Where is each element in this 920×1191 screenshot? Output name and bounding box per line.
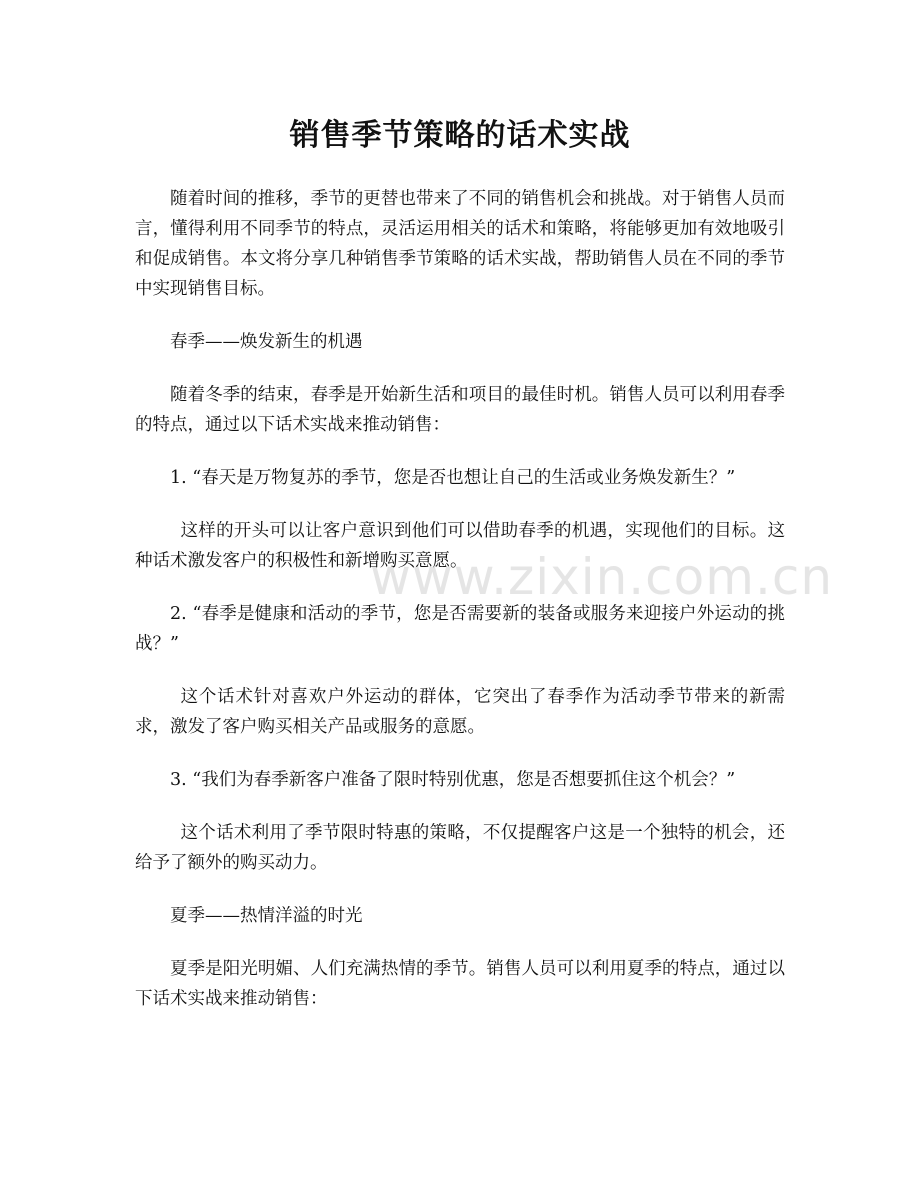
spring-intro-paragraph: 随着冬季的结束，春季是开始新生活和项目的最佳时机。销售人员可以利用春季的特点，通过以下话术实战来推动销售： — [135, 385, 785, 435]
spring-script-2-explanation: 这个话术针对喜欢户外运动的群体，它突出了春季作为活动季节带来的新需求，激发了客户购买相关产品或服务的意愿。 — [135, 687, 785, 737]
spring-script-3-explanation: 这个话术利用了季节限时特惠的策略，不仅提醒客户这是一个独特的机会，还给予了额外的购买动力。 — [135, 823, 785, 873]
document-body — [135, 184, 785, 1037]
spring-script-1: 1. “春天是万物复苏的季节，您是否也想让自己的生活或业务焕发新生？” — [170, 468, 736, 488]
summer-intro-paragraph: 夏季是阳光明媚、人们充满热情的季节。销售人员可以利用夏季的特点，通过以下话术实战来推动销售： — [135, 959, 785, 1009]
section-heading-summer: 夏季——热情洋溢的时光 — [170, 906, 363, 926]
spring-script-1-explanation: 这样的开头可以让客户意识到他们可以借助春季的机遇，实现他们的目标。这种话术激发客户的积极性和新增购买意愿。 — [135, 521, 785, 571]
spring-script-2: 2. “春季是健康和活动的季节，您是否需要新的装备或服务来迎接户外运动的挑战？” — [135, 604, 785, 654]
section-heading-spring: 春季——焕发新生的机遇 — [170, 332, 363, 352]
document-title: 销售季节策略的话术实战 — [289, 118, 631, 153]
spring-script-3: 3. “我们为春季新客户准备了限时特别优惠，您是否想要抓住这个机会？” — [170, 770, 736, 790]
watermark: www.zixin.com.cn — [370, 548, 834, 606]
intro-paragraph: 随着时间的推移，季节的更替也带来了不同的销售机会和挑战。对于销售人员而言，懂得利用不同季节的特点，灵活运用相关的话术和策略，将能够更加有效地吸引和促成销售。本文将分享几种销售季节策略的话术实战，帮助销售人员在不同的季节中实现销售目标。 — [135, 189, 785, 299]
